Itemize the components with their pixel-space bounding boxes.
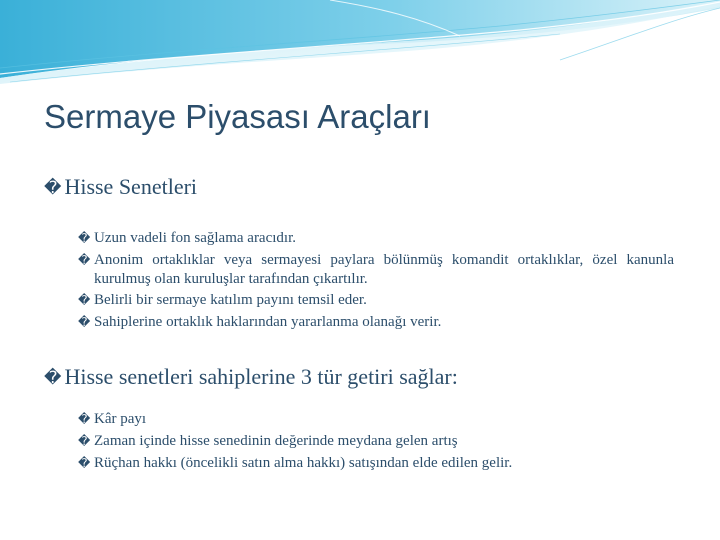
list-item: � Rüçhan hakkı (öncelikli satın alma hakkı) satışından elde edilen gelir. [78,455,513,471]
list-item: � Kâr payı [78,411,147,427]
section-heading-hisse-senetleri [44,174,197,200]
bullet-icon: � [44,178,62,198]
getiri-list [78,410,674,476]
sub-bullet-icon: � [78,315,91,329]
sub-bullet-icon: � [78,412,91,426]
sub-bullet-icon: � [78,253,91,267]
sub-bullet-icon: � [78,231,91,245]
section-heading-text: Hisse senetleri sahiplerine 3 tür getiri sağlar: [64,364,458,389]
sub-bullet-icon: � [78,456,91,470]
list-item: � Zaman içinde hisse senedinin değerinde meydana gelen artış [78,433,458,449]
slide-title: Sermaye Piyasası Araçları [44,98,431,135]
hisse-senetleri-list [78,229,674,335]
bullet-icon: � [44,368,62,388]
list-item: � Belirli bir sermaye katılım payını temsil eder. [78,292,367,308]
section-heading-text: Hisse Senetleri [64,174,198,199]
list-item: � Uzun vadeli fon sağlama aracıdır. [78,230,297,246]
header-wave-decoration [0,0,720,90]
sub-bullet-icon: � [78,434,91,448]
list-item: � Anonim ortaklıklar veya sermayesi paylara bölünmüş komandit ortaklıklar, özel kanunla kurulmuş olan kuruluşlar tarafından çıkartılır. [78,252,674,287]
list-item: � Sahiplerine ortaklık haklarından yararlanma olanağı verir. [78,314,442,330]
sub-bullet-icon: � [78,293,91,307]
section-heading-getiri [44,364,458,390]
